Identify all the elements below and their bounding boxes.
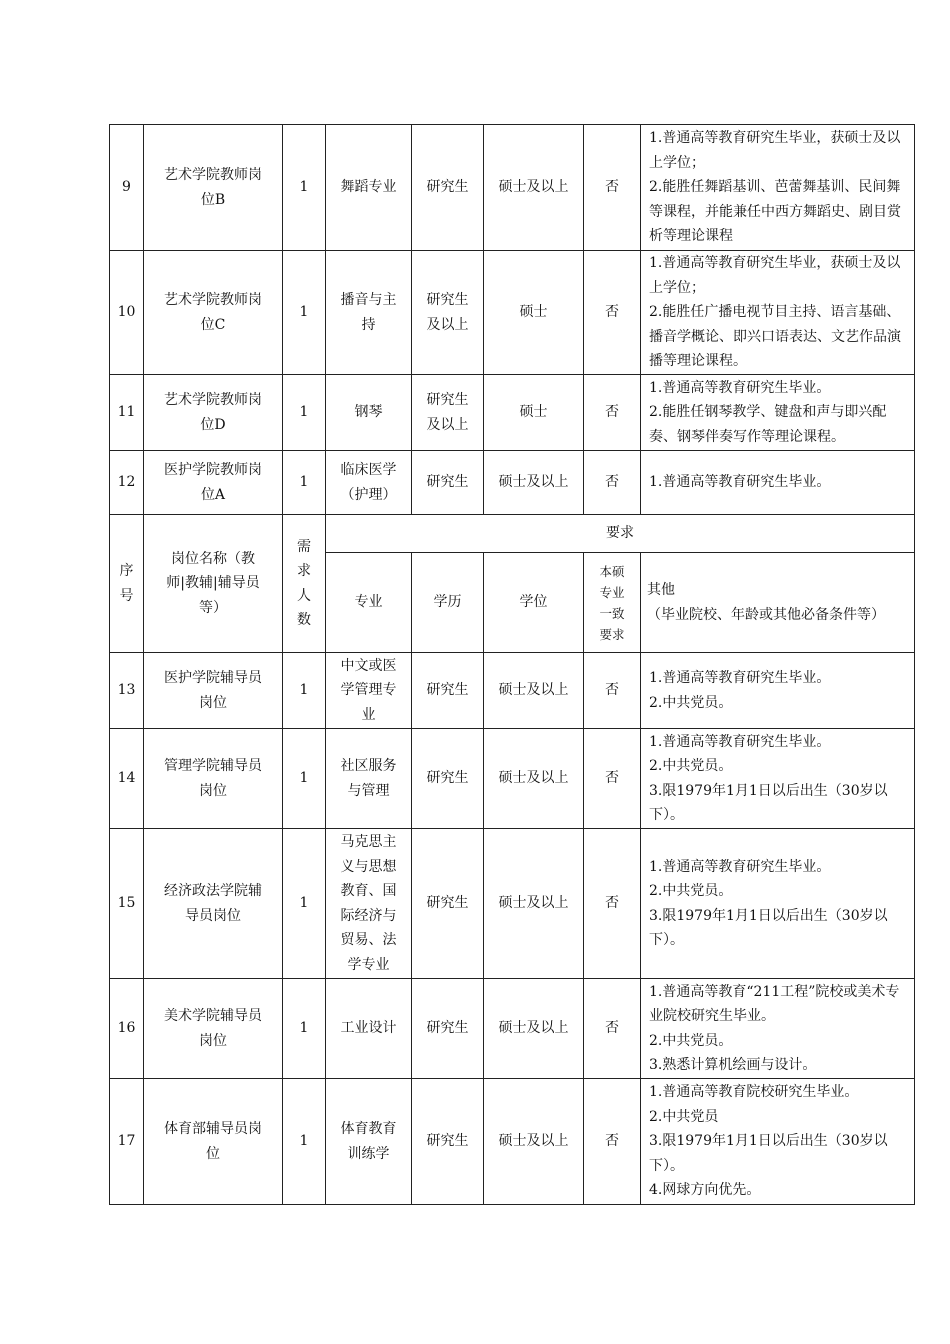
other-requirement-line: 2.能胜任舞蹈基训、芭蕾舞基训、民间舞等课程，并能兼任中西方舞蹈史、剧目赏析等理论课程 [649,179,901,245]
other-requirement-line: 3.熟悉计算机绘画与设计。 [649,1057,817,1073]
table-row [110,829,915,979]
table-row [110,375,915,451]
post-name-cell: 艺术学院教师岗位C [144,251,283,375]
headcount-cell: 1 [283,1079,326,1205]
major-cell: 社区服务与管理 [326,729,412,829]
education-cell: 研究生及以上 [412,251,484,375]
major-consistency-cell: 否 [584,125,641,251]
headcount-cell: 1 [283,251,326,375]
education-cell: 研究生及以上 [412,375,484,451]
education-cell: 研究生 [412,979,484,1079]
post-name-cell: 医护学院教师岗位A [144,451,283,515]
table-row [110,1079,915,1205]
major-cell: 工业设计 [326,979,412,1079]
other-requirement-line: 2.中共党员 [649,1108,719,1125]
other-requirements-cell [641,829,915,979]
other-requirements-cell [641,729,915,829]
header-post: 岗位名称（教师|教辅|辅导员等） [144,515,283,653]
other-requirements-cell [641,653,915,729]
education-cell: 研究生 [412,729,484,829]
degree-cell: 硕士及以上 [484,451,584,515]
other-requirement-line: 1.普通高等教育研究生毕业。 [649,379,831,396]
post-name-cell: 经济政法学院辅导员岗位 [144,829,283,979]
other-requirement-line: 1.普通高等教育研究生毕业，获硕士及以上学位； [649,130,901,171]
recruitment-table-page [109,124,914,1205]
post-name-cell: 艺术学院教师岗位D [144,375,283,451]
education-cell: 研究生 [412,829,484,979]
post-name-cell: 管理学院辅导员岗位 [144,729,283,829]
other-requirement-line: 1.普通高等教育研究生毕业。 [649,733,831,750]
degree-cell: 硕士及以上 [484,829,584,979]
header-other-sub: （毕业院校、年龄或其他必备条件等） [647,606,885,623]
table-row [110,451,915,515]
row-number-cell: 14 [110,729,144,829]
other-requirement-line: 1.普通高等教育院校研究生毕业。 [649,1084,859,1101]
header-other-title: 其他 [647,582,675,598]
other-requirements-cell [641,979,915,1079]
other-requirement-line: 3.限1979年1月1日以后出生（30岁以下）。 [649,907,888,948]
major-cell: 播音与主持 [326,251,412,375]
row-number-cell: 10 [110,251,144,375]
major-consistency-cell: 否 [584,251,641,375]
row-number-cell: 17 [110,1079,144,1205]
major-consistency-cell: 否 [584,829,641,979]
headcount-cell: 1 [283,375,326,451]
other-requirement-line: 2.能胜任钢琴教学、键盘和声与即兴配奏、钢琴伴奏写作等理论课程。 [649,404,887,445]
major-consistency-cell: 否 [584,729,641,829]
major-consistency-cell: 否 [584,375,641,451]
other-requirement-line: 1.普通高等教育研究生毕业，获硕士及以上学位； [649,255,901,296]
header-education: 学历 [412,553,484,653]
headcount-cell: 1 [283,451,326,515]
major-cell: 体育教育训练学 [326,1079,412,1205]
table-row [110,125,915,251]
row-number-cell: 15 [110,829,144,979]
other-requirement-line: 2.中共党员。 [649,758,733,774]
major-consistency-cell: 否 [584,979,641,1079]
table-body-top [110,125,915,515]
header-row-1 [110,515,915,553]
row-number-cell: 11 [110,375,144,451]
table-row [110,653,915,729]
post-name-cell: 医护学院辅导员岗位 [144,653,283,729]
other-requirement-line: 2.中共党员。 [649,1032,733,1049]
other-requirements-cell [641,125,915,251]
major-consistency-cell: 否 [584,451,641,515]
headcount-cell: 1 [283,979,326,1079]
major-cell: 马克思主义与思想教育、国际经济与贸易、法学专业 [326,829,412,979]
header-count: 需求人数 [283,515,326,653]
degree-cell: 硕士 [484,375,584,451]
degree-cell: 硕士及以上 [484,1079,584,1205]
major-consistency-cell: 否 [584,653,641,729]
other-requirement-line: 2.中共党员。 [649,883,733,899]
header-seq: 序号 [110,515,144,653]
table-header [110,515,915,653]
header-degree: 学位 [484,553,584,653]
other-requirements-cell [641,451,915,515]
header-requirements: 要求 [326,515,915,553]
recruitment-table [109,124,915,1205]
education-cell: 研究生 [412,1079,484,1205]
degree-cell: 硕士 [484,251,584,375]
other-requirement-line: 3.限1979年1月1日以后出生（30岁以下）。 [649,782,888,823]
major-cell: 中文或医学管理专业 [326,653,412,729]
header-other [641,553,915,653]
header-consistent: 本硕专业一致要求 [584,553,641,653]
other-requirement-line: 2.能胜任广播电视节目主持、语言基础、播音学概论、即兴口语表达、文艺作品演播等理论课程。 [649,304,901,370]
other-requirement-line: 1.普通高等教育研究生毕业。 [649,670,831,686]
education-cell: 研究生 [412,125,484,251]
table-row [110,979,915,1079]
major-cell: 钢琴 [326,375,412,451]
post-name-cell: 艺术学院教师岗位B [144,125,283,251]
other-requirement-line: 4.网球方向优先。 [649,1182,761,1199]
post-name-cell: 体育部辅导员岗位 [144,1079,283,1205]
degree-cell: 硕士及以上 [484,653,584,729]
table-row [110,729,915,829]
headcount-cell: 1 [283,829,326,979]
other-requirement-line: 1.普通高等教育“211工程”院校或美术专业院校研究生毕业。 [649,983,900,1024]
major-cell: 临床医学（护理） [326,451,412,515]
row-number-cell: 9 [110,125,144,251]
row-number-cell: 16 [110,979,144,1079]
table-row [110,251,915,375]
row-number-cell: 13 [110,653,144,729]
other-requirements-cell [641,1079,915,1205]
headcount-cell: 1 [283,653,326,729]
other-requirement-line: 2.中共党员。 [649,694,733,711]
degree-cell: 硕士及以上 [484,729,584,829]
degree-cell: 硕士及以上 [484,125,584,251]
other-requirements-cell [641,251,915,375]
post-name-cell: 美术学院辅导员岗位 [144,979,283,1079]
other-requirement-line: 1.普通高等教育研究生毕业。 [649,858,831,875]
other-requirement-line: 1.普通高等教育研究生毕业。 [649,474,831,491]
education-cell: 研究生 [412,451,484,515]
other-requirement-line: 3.限1979年1月1日以后出生（30岁以下）。 [649,1133,888,1174]
table-body-bottom [110,653,915,1205]
education-cell: 研究生 [412,653,484,729]
degree-cell: 硕士及以上 [484,979,584,1079]
headcount-cell: 1 [283,729,326,829]
other-requirements-cell [641,375,915,451]
major-consistency-cell: 否 [584,1079,641,1205]
headcount-cell: 1 [283,125,326,251]
header-major: 专业 [326,553,412,653]
row-number-cell: 12 [110,451,144,515]
major-cell: 舞蹈专业 [326,125,412,251]
